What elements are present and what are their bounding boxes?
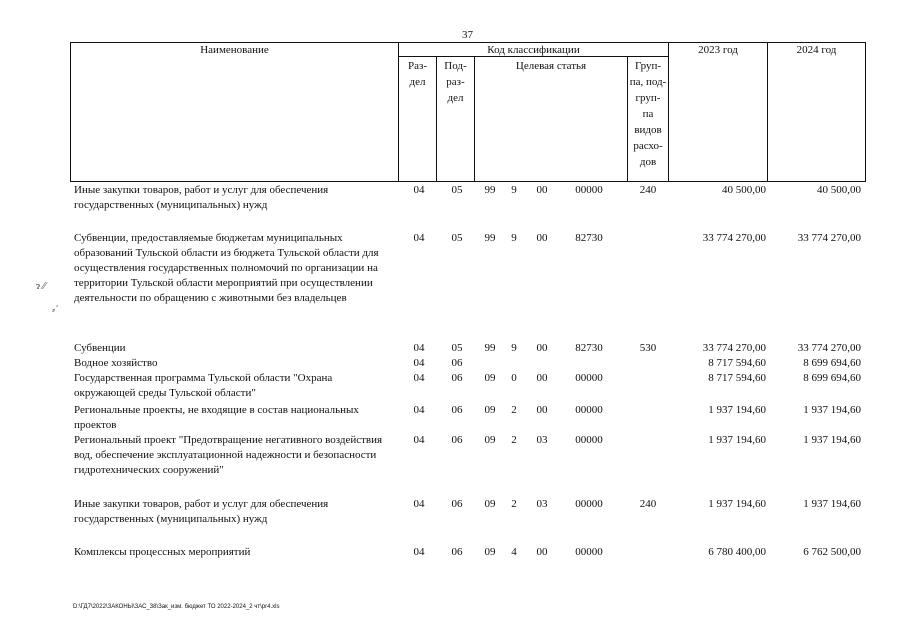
row-name: Иные закупки товаров, работ и услуг для обеспечения государственных (муниципальных) нужд xyxy=(74,498,329,525)
header-border-left xyxy=(70,42,71,182)
cell-target-subprogram: 2 xyxy=(511,404,517,416)
cell-target-event: 03 xyxy=(536,498,548,510)
cell-year-2023: 1 937 194,60 xyxy=(708,434,766,446)
cell-target-event: 03 xyxy=(536,434,548,446)
cell-target-program: 09 xyxy=(484,498,496,510)
cell-target-subprogram: 0 xyxy=(511,372,517,384)
row-name: Иные закупки товаров, работ и услуг для обеспечения государственных (муниципальных) нужд xyxy=(74,184,329,211)
cell-target-program: 09 xyxy=(484,372,496,384)
cell-razdel: 04 xyxy=(413,404,425,416)
cell-target-direction: 00000 xyxy=(575,372,603,384)
header-code-group: Код классификации xyxy=(487,44,580,56)
cell-year-2023: 33 774 270,00 xyxy=(702,232,766,244)
header-name: Наименование xyxy=(200,44,269,56)
cell-expense-type: 240 xyxy=(639,498,657,510)
cell-target-subprogram: 9 xyxy=(511,184,517,196)
cell-target-subprogram: 9 xyxy=(511,342,517,354)
cell-target-direction: 82730 xyxy=(575,342,603,354)
table-header xyxy=(0,42,905,182)
cell-year-2024: 8 699 694,60 xyxy=(803,357,861,369)
header-target: Целевая статья xyxy=(515,60,587,72)
page-number: 37 xyxy=(462,29,473,41)
cell-target-program: 09 xyxy=(484,404,496,416)
cell-podrazdel: 06 xyxy=(451,434,463,446)
cell-target-program: 09 xyxy=(484,546,496,558)
row-name: Государственная программа Тульской области "Охрана окружающей среды Тульской области" xyxy=(74,372,333,399)
cell-razdel: 04 xyxy=(413,546,425,558)
header-year-2024: 2024 год xyxy=(796,44,837,56)
cell-target-direction: 00000 xyxy=(575,434,603,446)
cell-podrazdel: 06 xyxy=(451,546,463,558)
cell-expense-type: 530 xyxy=(639,342,657,354)
cell-podrazdel: 05 xyxy=(451,342,463,354)
cell-podrazdel: 06 xyxy=(451,498,463,510)
cell-year-2024: 6 762 500,00 xyxy=(803,546,861,558)
cell-target-program: 99 xyxy=(484,342,496,354)
cell-target-program: 99 xyxy=(484,184,496,196)
cell-target-program: 99 xyxy=(484,232,496,244)
cell-target-subprogram: 2 xyxy=(511,498,517,510)
row-name: Водное хозяйство xyxy=(74,357,158,369)
cell-year-2024: 8 699 694,60 xyxy=(803,372,861,384)
cell-podrazdel: 06 xyxy=(451,357,463,369)
cell-target-event: 00 xyxy=(536,184,548,196)
cell-podrazdel: 06 xyxy=(451,404,463,416)
cell-year-2023: 40 500,00 xyxy=(722,184,766,196)
cell-year-2023: 8 717 594,60 xyxy=(708,372,766,384)
cell-podrazdel: 05 xyxy=(451,232,463,244)
header-border-right xyxy=(865,42,866,182)
cell-target-event: 00 xyxy=(536,404,548,416)
row-name: Региональный проект "Предотвращение негативного воздействия вод, обеспечение эксплуатационной надежности и безопасности гидротехнических сооружений" xyxy=(74,434,383,476)
row-name: Региональные проекты, не входящие в состав национальных проектов xyxy=(74,404,359,431)
handwritten-mark: ⸗´ xyxy=(52,305,59,316)
header-subsection: Под- раз- дел xyxy=(444,60,467,104)
cell-expense-type: 240 xyxy=(639,184,657,196)
cell-target-direction: 00000 xyxy=(575,404,603,416)
cell-target-event: 00 xyxy=(536,342,548,354)
cell-year-2024: 1 937 194,60 xyxy=(803,434,861,446)
cell-year-2024: 1 937 194,60 xyxy=(803,498,861,510)
cell-target-direction: 00000 xyxy=(575,546,603,558)
row-name: Комплексы процессных мероприятий xyxy=(74,546,251,558)
cell-year-2023: 6 780 400,00 xyxy=(708,546,766,558)
cell-year-2023: 33 774 270,00 xyxy=(702,342,766,354)
cell-target-subprogram: 2 xyxy=(511,434,517,446)
cell-razdel: 04 xyxy=(413,372,425,384)
cell-razdel: 04 xyxy=(413,498,425,510)
cell-target-event: 00 xyxy=(536,546,548,558)
header-border-subsection xyxy=(474,56,475,182)
cell-year-2023: 1 937 194,60 xyxy=(708,404,766,416)
cell-target-event: 00 xyxy=(536,232,548,244)
cell-year-2024: 1 937 194,60 xyxy=(803,404,861,416)
cell-target-event: 00 xyxy=(536,372,548,384)
cell-razdel: 04 xyxy=(413,342,425,354)
cell-target-subprogram: 9 xyxy=(511,232,517,244)
header-border-group xyxy=(668,42,669,182)
handwritten-mark: ɂ ⁄⁄ xyxy=(36,281,46,292)
cell-razdel: 04 xyxy=(413,184,425,196)
header-section: Раз- дел xyxy=(407,60,427,88)
cell-podrazdel: 05 xyxy=(451,184,463,196)
cell-year-2024: 33 774 270,00 xyxy=(797,232,861,244)
cell-razdel: 04 xyxy=(413,434,425,446)
header-border-year1 xyxy=(767,42,768,182)
cell-podrazdel: 06 xyxy=(451,372,463,384)
cell-year-2024: 33 774 270,00 xyxy=(797,342,861,354)
cell-year-2024: 40 500,00 xyxy=(817,184,861,196)
cell-target-direction: 00000 xyxy=(575,184,603,196)
cell-target-program: 09 xyxy=(484,434,496,446)
cell-year-2023: 8 717 594,60 xyxy=(708,357,766,369)
header-bottom-border xyxy=(70,181,866,182)
file-path-footer: D:\ГД7\2022\ЗАКОНЫ\ЗАС_38\Зак_изм. бюджет ТО 2022-2024_2 чт\pr4.xls xyxy=(73,604,280,610)
cell-razdel: 04 xyxy=(413,232,425,244)
cell-target-subprogram: 4 xyxy=(511,546,517,558)
header-year-2023: 2023 год xyxy=(698,44,738,56)
cell-year-2023: 1 937 194,60 xyxy=(708,498,766,510)
row-name: Субвенции xyxy=(74,342,126,354)
cell-target-direction: 82730 xyxy=(575,232,603,244)
cell-razdel: 04 xyxy=(413,357,425,369)
header-expense-group: Груп- па, под- груп- па видов расхо- дов xyxy=(629,60,667,168)
cell-target-direction: 00000 xyxy=(575,498,603,510)
row-name: Субвенции, предоставляемые бюджетам муниципальных образований Тульской области из бюджета Тульской области для осуществления государственных полномочий по организации на территории Тульской области мероприятий при осуществлении деятельности по обращению с животными без владельцев xyxy=(74,232,379,304)
